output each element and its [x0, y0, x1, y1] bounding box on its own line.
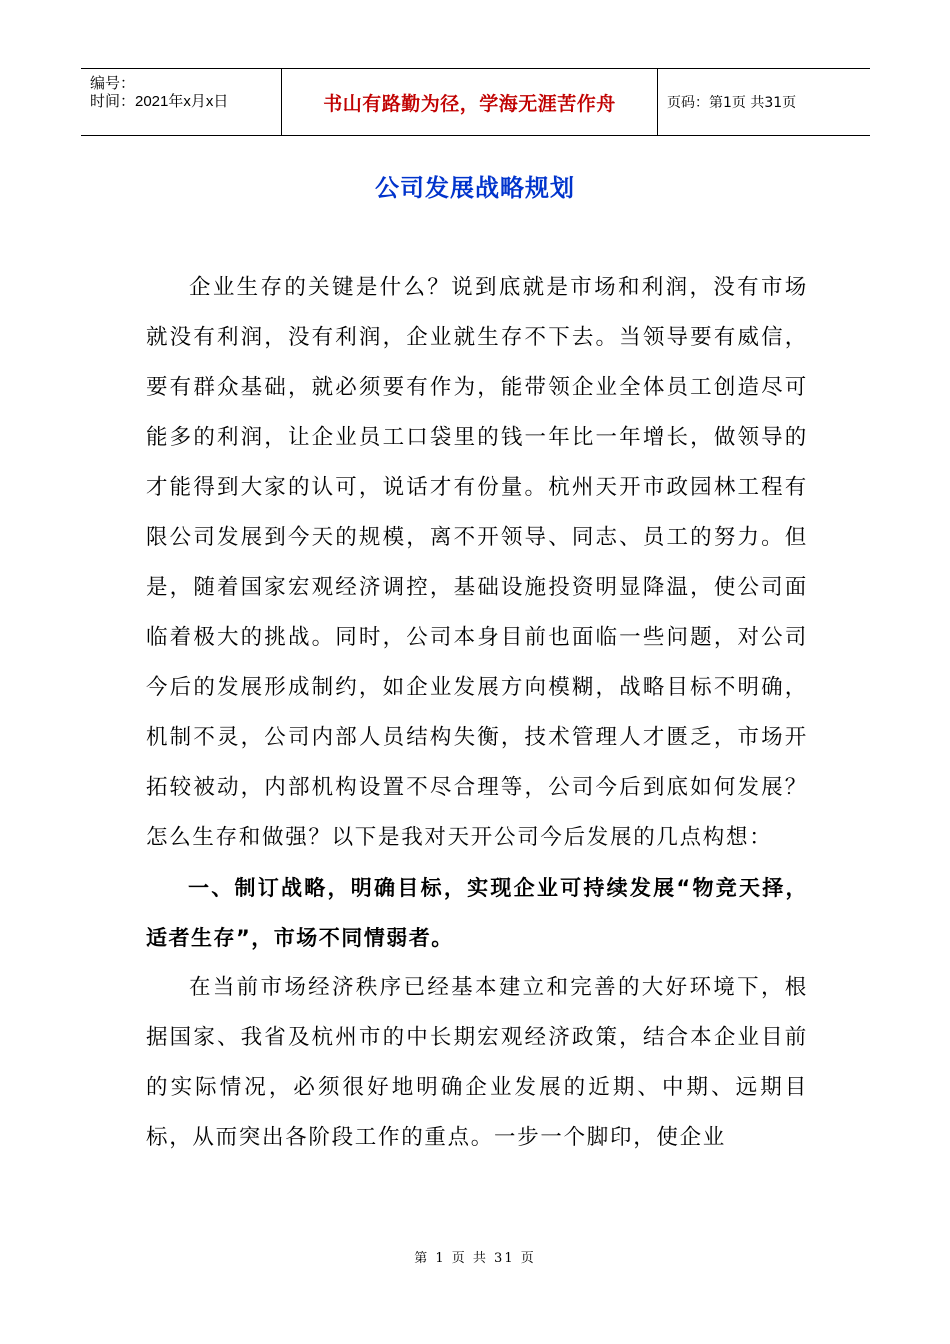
body-paragraph-2: 在当前市场经济秩序已经基本建立和完善的大好环境下，根据国家、我省及杭州市的中长期宏观经济政策，结合本企业目前的实际情况，必须很好地明确企业发展的近期、中期、远期目标，从而突出各阶段工作的重点。一步一个脚印，使企业 [146, 975, 808, 1150]
header-info-cell [81, 69, 282, 135]
document-title: 公司发展战略规划 [375, 173, 575, 202]
header-table [81, 68, 870, 136]
document-body [146, 263, 808, 1163]
page-footer: 第 1 页 共 31 页 [414, 1251, 536, 1266]
document-number-label: 编号： [90, 75, 136, 92]
section-heading-1: 一、制订战略，明确目标，实现企业可持续发展“物竞天择，适者生存”，市场不同情弱者。 [146, 876, 808, 950]
header-page-info: 页码：第1页 共31页 [667, 95, 797, 111]
document-time-label: 时间：2021年x月x日 [90, 93, 229, 110]
header-motto: 书山有路勤为径，学海无涯苦作舟 [282, 69, 658, 135]
body-paragraph-1: 企业生存的关键是什么？说到底就是市场和利润，没有市场就没有利润，没有利润，企业就生存不下去。当领导要有威信，要有群众基础，就必须要有作为，能带领企业全体员工创造尽可能多的利润，让企业员工口袋里的钱一年比一年增长，做领导的才能得到大家的认可，说话才有份量。杭州天开市政园林工程有限公司发展到今天的规模，离不开领导、同志、员工的努力。但是，随着国家宏观经济调控，基础设施投资明显降温，使公司面临着极大的挑战。同时，公司本身目前也面临一些问题，对公司今后的发展形成制约，如企业发展方向模糊，战略目标不明确，机制不灵，公司内部人员结构失衡，技术管理人才匮乏，市场开拓较被动，内部机构设置不尽合理等，公司今后到底如何发展？怎么生存和做强？以下是我对天开公司今后发展的几点构想： [146, 275, 808, 850]
